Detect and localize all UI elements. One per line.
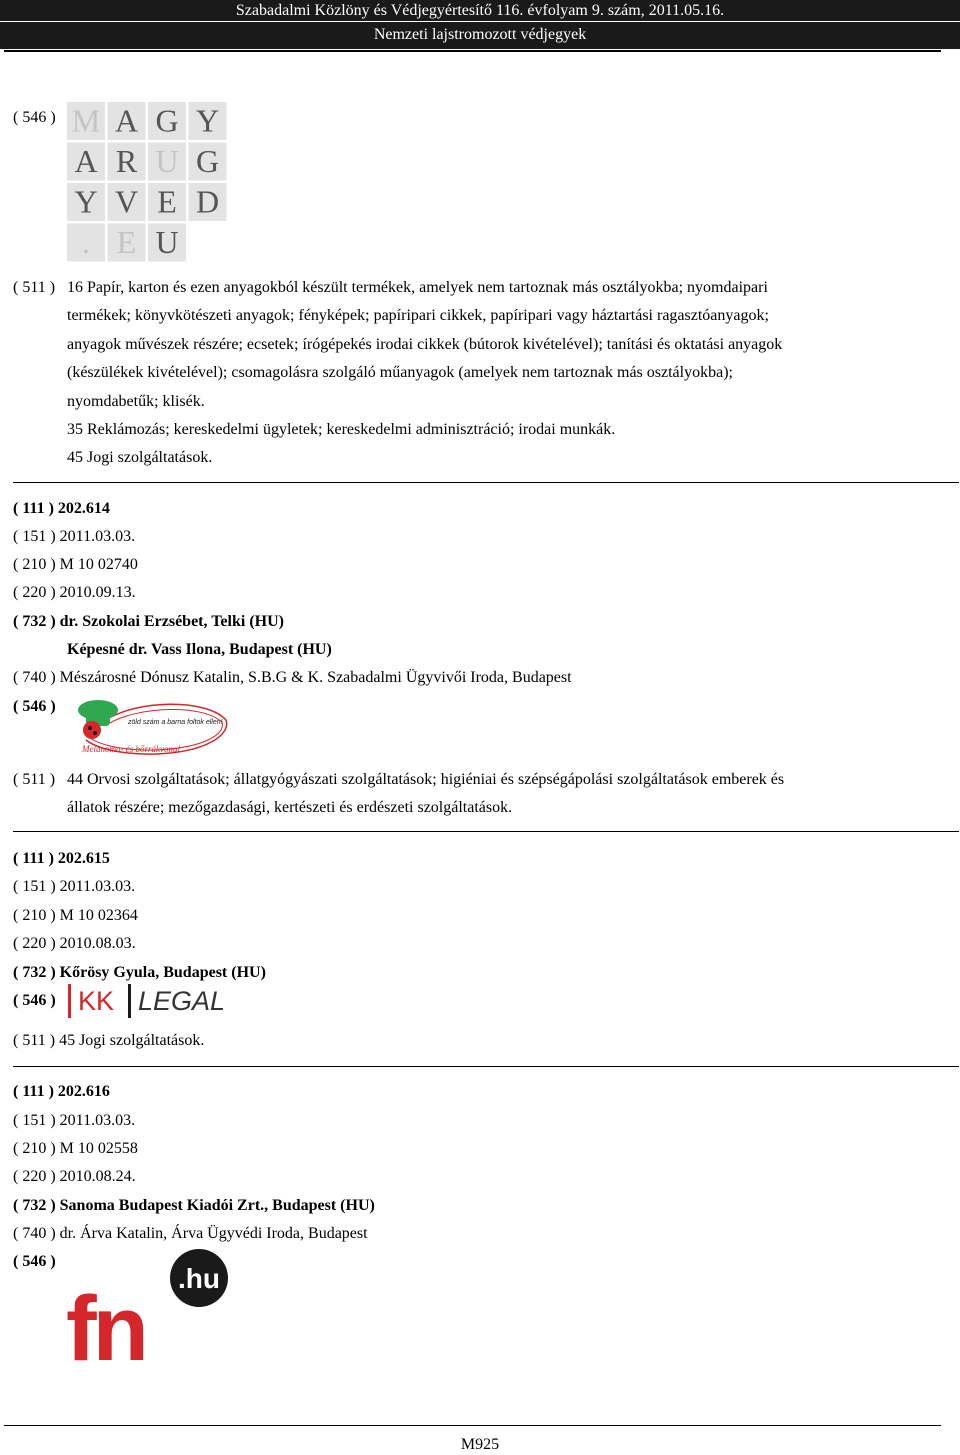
e2-732-second-text: Képesné dr. Vass Ilona, Budapest (HU) <box>67 641 332 658</box>
e2-546-text: ( 546 ) <box>13 698 56 715</box>
e2-151: ( 151 ) 2011.03.03. <box>13 528 136 545</box>
e2-code-511: ( 511 ) <box>13 771 56 788</box>
e1-goods-line: nyomdabetűk; klisék. <box>67 392 205 410</box>
page-header <box>0 0 960 49</box>
melanoma-hotline-logo-svg <box>66 690 230 760</box>
entry-separator <box>13 1066 959 1067</box>
logo-tile-letter: D <box>195 183 220 220</box>
kk-logo-text: KK <box>78 986 115 1016</box>
e3-220: ( 220 ) 2010.08.03. <box>13 935 136 952</box>
logo-tile-letter: . <box>82 224 90 261</box>
e4-732 <box>13 1196 375 1216</box>
magyarugyved-logo <box>67 102 229 269</box>
e1-goods-line: anyagok művészek részére; ecsetek; írógépekés irodai cikkek (bútorok kivételével); tanítási és oktatási anyagok <box>67 335 783 353</box>
e3-151: ( 151 ) 2011.03.03. <box>13 878 136 895</box>
e2-732 <box>13 612 284 632</box>
e2-111 <box>13 499 110 519</box>
header-rule <box>4 50 941 52</box>
e3-546-text: ( 546 ) <box>13 992 56 1009</box>
logo-tile-letter: Y <box>74 183 98 220</box>
e2-732-text: ( 732 ) dr. Szokolai Erzsébet, Telki (HU) <box>13 613 284 630</box>
e2-210: ( 210 ) M 10 02740 <box>13 556 138 573</box>
entry-separator <box>13 831 959 832</box>
e1-code-511: ( 511 ) <box>13 279 56 296</box>
logo-tile-letter: U <box>155 143 179 180</box>
section-title: Nemzeti lajstromozott védjegyek <box>0 22 960 49</box>
logo-tile-letter: M <box>71 102 101 139</box>
logo-tile-letter: R <box>115 143 138 180</box>
e3-732-text: ( 732 ) Kőrösy Gyula, Budapest (HU) <box>13 964 266 981</box>
e1-goods-line: 45 Jogi szolgáltatások. <box>67 449 213 467</box>
journal-title: Szabadalmi Közlöny és Védjegyértesítő 116. évfolyam 9. szám, 2011.05.16. <box>0 0 960 21</box>
logo-tile-letter: G <box>195 143 220 180</box>
e3-210: ( 210 ) M 10 02364 <box>13 907 138 924</box>
e1-code-546: ( 546 ) <box>13 109 56 126</box>
e3-511: ( 511 ) 45 Jogi szolgáltatások. <box>13 1032 205 1049</box>
logo-tile-letter: Y <box>195 102 220 139</box>
logo-tile-letter: V <box>114 183 139 220</box>
e4-111 <box>13 1082 110 1102</box>
e2-goods <box>67 766 784 823</box>
logo-tile-letter: A <box>74 143 98 180</box>
e3-546 <box>13 991 56 1011</box>
e4-151: ( 151 ) 2011.03.03. <box>13 1112 136 1129</box>
melanoma-hotline-logo <box>66 690 230 765</box>
e1-goods-line: (készülékek kivételével); csomagolásra szolgáló műanyagok (amelyek nem tartoznak más osztályokba); <box>67 364 733 382</box>
e2-732-second <box>67 640 332 660</box>
e4-210: ( 210 ) M 10 02558 <box>13 1140 138 1157</box>
e1-goods-line: termékek; könyvkötészeti anyagok; fényképek; papíripari cikkek, papíripari vagy háztartási ragasztóanyagok; <box>67 307 769 325</box>
e3-732 <box>13 963 266 983</box>
logo-tile-letter: A <box>114 102 139 139</box>
e1-goods-line: 16 Papír, karton és ezen anyagokból készült termékek, amelyek nem tartoznak más osztályokba; nyomdaipari <box>67 279 768 296</box>
fn-hu-logo-svg <box>66 1248 232 1366</box>
e2-740: ( 740 ) Mészárosné Dónusz Katalin, S.B.G & K. Szabadalmi Ügyvivői Iroda, Budapest <box>13 669 572 686</box>
e2-goods-line: állatok részére; mezőgazdasági, kertészeti és erdészeti szolgáltatások. <box>67 799 513 817</box>
logo-tile-letter: G <box>155 102 179 139</box>
e1-goods-line: 35 Reklámozás; kereskedelmi ügyletek; kereskedelmi adminisztráció; irodai munkák. <box>67 421 616 439</box>
logo-tile-letter: E <box>157 183 177 220</box>
e2-goods-line: 44 Orvosi szolgáltatások; állatgyógyászati szolgáltatások; higiéniai és szépségápolási szolgáltatások emberek és <box>67 771 785 788</box>
e1-goods <box>67 274 782 473</box>
e4-220: ( 220 ) 2010.08.24. <box>13 1168 136 1185</box>
e4-732-text: ( 732 ) Sanoma Budapest Kiadói Zrt., Budapest (HU) <box>13 1197 375 1214</box>
legal-logo-text: LEGAL <box>138 986 226 1016</box>
kk-legal-logo <box>68 983 230 1024</box>
magyarugyved-logo-svg <box>67 102 229 264</box>
fn-hu-logo <box>66 1248 232 1371</box>
e4-546 <box>13 1252 56 1272</box>
e2-111-text: ( 111 ) 202.614 <box>13 500 110 517</box>
fn-logo-text: fn <box>66 1278 145 1366</box>
e3-111 <box>13 849 110 869</box>
logo-tile-letter: U <box>155 224 179 261</box>
e3-111-text: ( 111 ) 202.615 <box>13 850 110 867</box>
entry-separator <box>13 482 959 483</box>
e2-546 <box>13 697 56 717</box>
e4-111-text: ( 111 ) 202.616 <box>13 1083 110 1100</box>
melanoma-logo-top-text: zöld szám a barna foltok ellen! <box>128 719 223 726</box>
e2-220: ( 220 ) 2010.09.13. <box>13 584 136 601</box>
kk-legal-logo-svg <box>68 983 230 1019</box>
page-number: M925 <box>460 1436 500 1453</box>
logo-tile-letter: E <box>116 224 137 261</box>
melanoma-logo-bottom-text: Melanoma- és bőrrákvonal <box>82 744 180 754</box>
hu-logo-text: .hu <box>178 1263 220 1294</box>
e4-740: ( 740 ) dr. Árva Katalin, Árva Ügyvédi Iroda, Budapest <box>13 1225 368 1242</box>
footer-rule <box>4 1425 941 1426</box>
e4-546-text: ( 546 ) <box>13 1253 56 1270</box>
